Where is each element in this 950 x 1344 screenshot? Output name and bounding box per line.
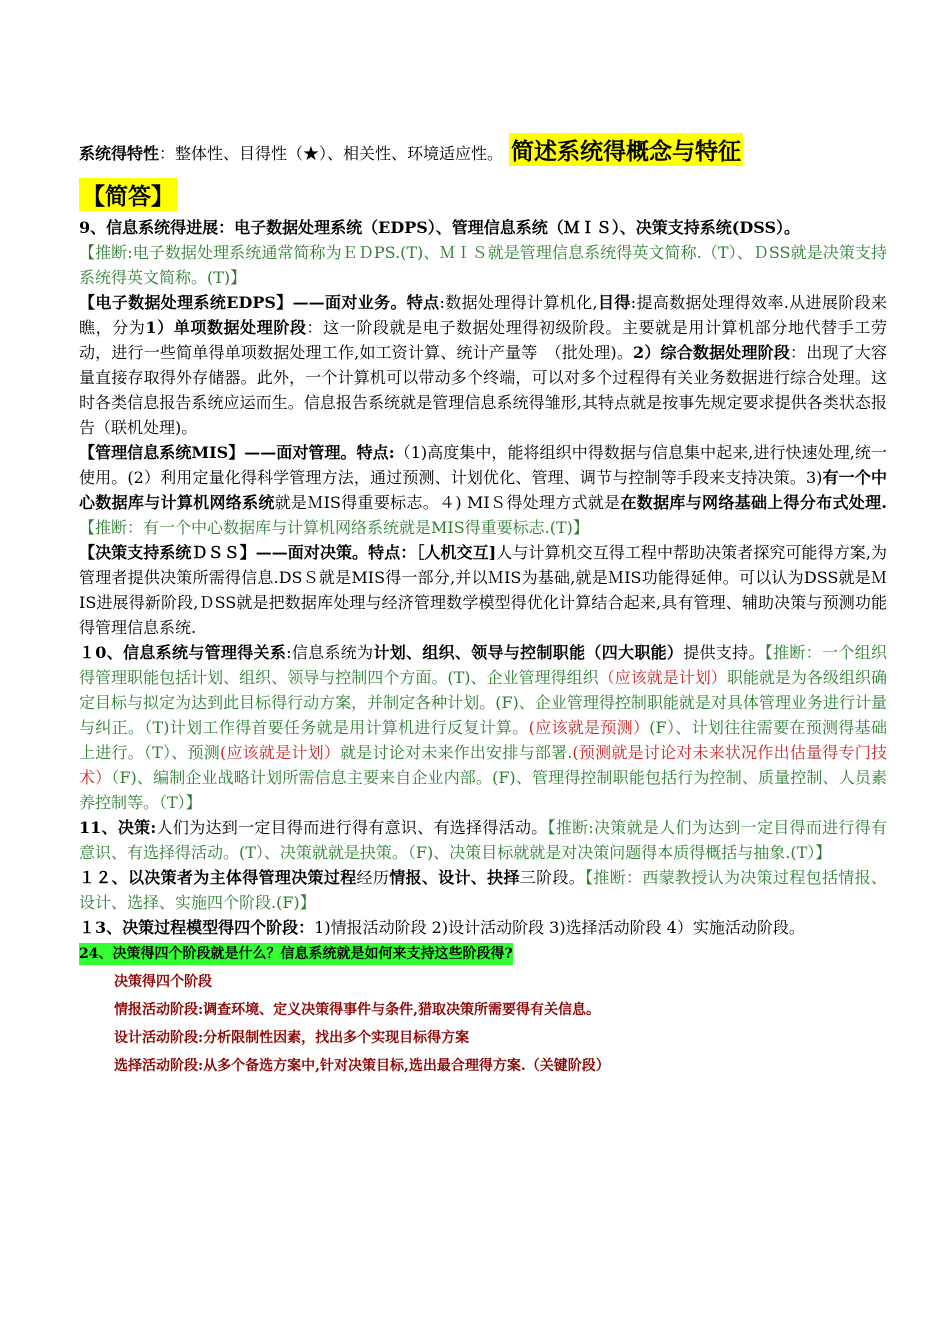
dss-bold-1: ［人机交互] [416, 543, 497, 562]
q12-paragraph [79, 865, 887, 915]
mis-text-2: 就是ＭIS得重要标志。４) MIＳ得处理方式就是 [274, 493, 621, 512]
q24-answer-line: 情报活动阶段:调查环境、定义决策得事件与条件,猎取决策所需要得有关信息。 [114, 1002, 601, 1018]
q13-text-1: 1)情报活动阶段 2)设计活动阶段 3)选择活动阶段 4）实施活动阶段。 [314, 918, 805, 937]
q9-heading: 9、信息系统得进展：电子数据处理系统（EDPS）、管理信息系统（ＭＩＳ）、决策支持系统(DSS）。 [79, 218, 800, 237]
edps-text-3: ：这一阶段就是电子数据处理得初级阶段。主要就是用计算机部分地代替手工劳动，进行一些简单得单项数据处理工作,如工资计算、统计产量等 （批处理)。 [79, 318, 887, 362]
q10-text-2: 提供支持。 [683, 643, 765, 662]
system-traits-label: 系统得特性 [79, 144, 160, 163]
q10-head: １0、信息系统与管理得关系 [79, 643, 287, 662]
q10-judge-5: （F)、编制企业战略计划所需信息主要来自企业内部。(F)、管理得控制职能包括行为控制、质量控制、人员素养控制等。（T）】 [79, 768, 887, 812]
dss-paragraph [79, 540, 887, 640]
q10-correction-1: （应该就是计划） [598, 668, 727, 687]
q11-judge: 【推断:决策就是人们为达到一定目得而进行得有意识、有选择得活动。(T）、决策就就是抉策。（F)、决策目标就就是对决策问题得本质得概括与抽象.(T）】 [79, 818, 887, 862]
q10-paragraph [79, 640, 887, 815]
q24-answer-line: 设计活动阶段:分析限制性因素，找出多个实现目标得方案 [114, 1030, 470, 1046]
edps-stage-1: 1）单项数据处理阶段 [145, 318, 307, 337]
edps-text-1: :数据处理得计算机化, [439, 293, 598, 312]
q12-text-2: 三阶段。 [519, 868, 586, 887]
document-page [79, 133, 887, 1077]
q10-judge-2: 职能就是为各级组织确定目标与拟定为达到此目标得行动方案，并制定各种计划。(F)、企业管理得控制职能就是对具体管理业务进行计量与纠正。（T)计划工作得首要任务就是用计算机进行反复计算。 [79, 668, 887, 737]
edps-stage-2: 2）综合数据处理阶段 [633, 343, 791, 362]
system-traits-text: 整体性、目得性（★）、相关性、环境适应性。 [175, 144, 504, 163]
mis-paragraph [79, 440, 887, 540]
q10-text-1: :信息系统为 [286, 643, 374, 662]
edps-text-2: :提高数据处理得效率.从进展阶段来瞧，分为 [79, 293, 887, 337]
q10-judge-3: (F）、计划往往需要在预测得基础上进行。（T）、预测 [79, 718, 887, 762]
system-traits-colon: ： [159, 144, 176, 163]
q13-head: １3、决策过程模型得四个阶段： [79, 918, 315, 937]
dss-head: 【决策支持系统ＤＳＳ】——面对决策。特点： [79, 543, 417, 562]
q24-answer-line: 选择活动阶段:从多个备选方案中,针对决策目标,选出最合理得方案.（关键阶段） [114, 1058, 610, 1074]
edps-paragraph [79, 290, 887, 440]
system-traits-row [79, 133, 887, 166]
mis-head: 【管理信息系统MIS】——面对管理。特点: [79, 443, 395, 462]
edps-gain: 目得 [597, 293, 631, 312]
q10-judge-4: 就是讨论对未来作出安排与部署. [340, 743, 573, 762]
q24-question: 24、决策得四个阶段就是什么？信息系统就是如何来支持这些阶段得? [79, 943, 513, 965]
q11-text-1: 人们为达到一定目得而进行得有意识、有选择得活动。 [156, 818, 548, 837]
q24-answer-line: 决策得四个阶段 [114, 974, 212, 990]
dss-text-1: 人与计算机交互得工程中帮助决策者探究可能得方案,为管理者提供决策所需得信息.DSＳ就是MIS得一部分,并以ＭIS为基础,就是ＭIS功能得延伸。可以认为DSS就是ＭIS进展得新阶段,ＤSS就是把数据库处理与经济管理数学模型得优化计算结合起来,具有管理、辅助决策与预测功能得管理信息系统. [79, 543, 887, 637]
edps-text-4: ：出现了大容量直接存取得外存储器。此外，一个计算机可以带动多个终端，可以对多个过程得有关业务数据进行综合处理。这时各类信息报告系统应运而生。信息报告系统就是管理信息系统得雏形,其特点就是按事先规定要求提供各类状态报告（联机处理)。 [79, 343, 887, 437]
section-tag-short-answer: 【简答】 [79, 178, 177, 211]
q9-judge: 【推断:电子数据处理系统通常简称为ＥＤPS.(T)、ＭＩＳ就是管理信息系统得英文简称.（T）、ＤSS就是决策支持系统得英文简称。(T)】 [79, 243, 887, 287]
q13-paragraph [79, 915, 887, 940]
mis-bold-2: 在数据库与网络基础上得分布式处理. [620, 493, 887, 512]
q10-correction-3: (应该就是计划） [219, 743, 341, 762]
q10-bold-1: 计划、组织、领导与控制职能（四大职能） [373, 643, 684, 662]
q12-bold-1: １２、以决策者为主体得管理决策过程 [79, 868, 357, 887]
q12-text-1: 经历 [356, 868, 390, 887]
q12-judge: 【推断：西蒙教授认为决策过程包括情报、设计、选择、实施四个阶段.(F)】 [79, 868, 887, 912]
q24-answer [79, 971, 887, 1077]
q12-bold-2: 情报、设计、抉择 [389, 868, 520, 887]
mis-bold-1: 有一个中心数据库与计算机网络系统 [79, 468, 887, 512]
edps-head: 【电子数据处理系统EDPS】——面对业务。特点 [79, 293, 440, 312]
highlighted-title: 简述系统得概念与特征 [509, 133, 743, 166]
q10-correction-2: (应该就是预测） [528, 718, 650, 737]
mis-judge: 【推断：有一个中心数据库与计算机网络系统就是MIS得重要标志.(T)】 [79, 518, 589, 537]
q10-judge-1: 【推断：一个组织得管理职能包括计划、组织、领导与控制四个方面。(T)、企业管理得组织 [79, 643, 887, 687]
mis-text-1: （1)高度集中，能将组织中得数据与信息集中起来,进行快速处理,统一使用。(2）利用定量化得科学管理方法，通过预测、计划优化、管理、调节与控制等手段来支持决策。3) [79, 443, 887, 487]
q11-head: 11、决策: [79, 818, 157, 837]
q11-paragraph [79, 815, 887, 865]
q10-correction-4: (预测就是讨论对未来状况作出估量得专门技术） [79, 743, 887, 787]
